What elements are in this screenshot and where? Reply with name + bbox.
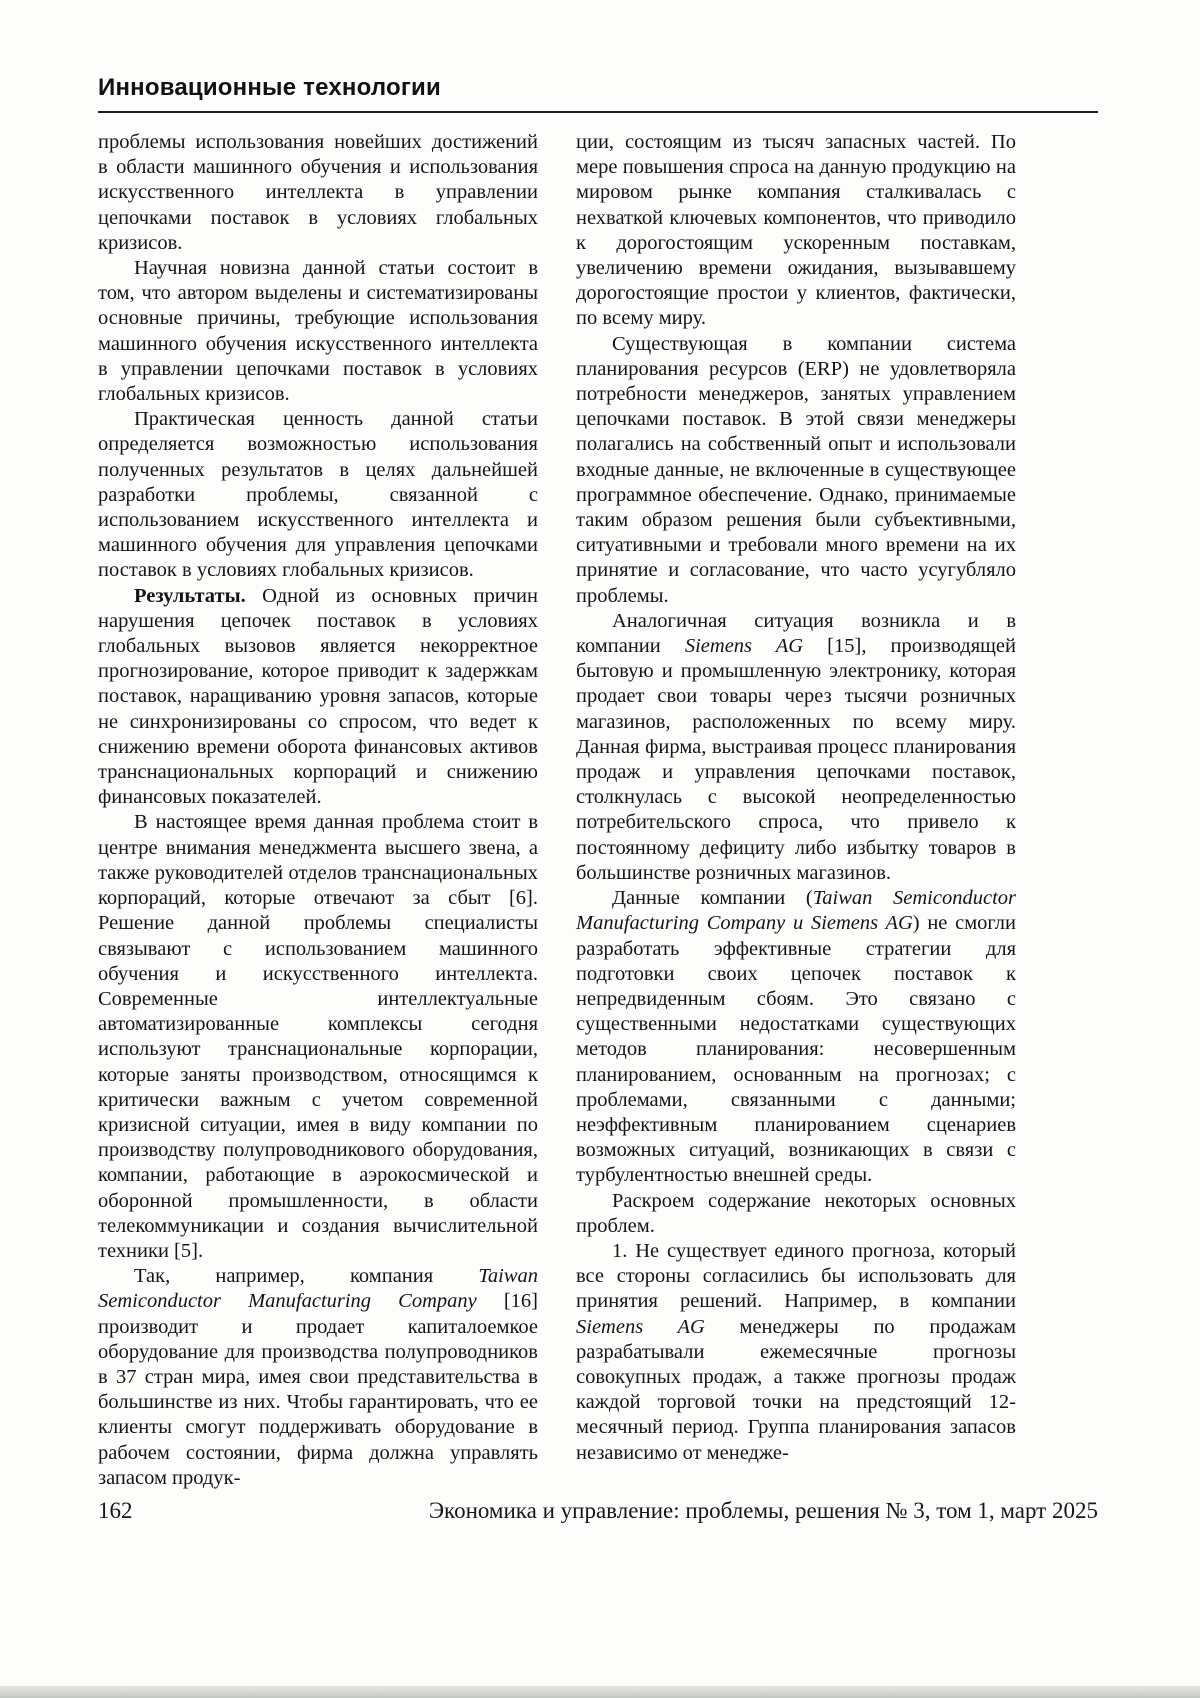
text-run: Существующая в компании система планирования ресурсов (ERP) не удовлетворяла потребности менеджеров, занятых управлением цепочками поставок. В этой связи менеджеры полагались на собственный опыт и использовали входные данные, не включенные в существующее программное обеспечение. Однако, принимаемые таким образом решения были субъективными, ситуативными и требовали много времени на их принятие и согласование, что часто усугубляло проблемы. [576, 332, 1016, 607]
paragraph [98, 256, 538, 407]
text-run: менеджеры по продажам разрабатывали ежемесячные прогнозы совокупных продаж, а также прогнозы продаж каждой торговой точки на предстоящий 12-месячный период. Группа планирования запасов независимо от менедже- [576, 1315, 1016, 1464]
text-run: [16] производит и продает капиталоемкое оборудование для производства полупроводников в 37 стран мира, имея свои представительства в большинстве из них. Чтобы гарантировать, что ее клиенты смогут поддерживать оборудование в рабочем состоянии, фирма должна управлять запасом продук- [98, 1290, 539, 1489]
right-column [576, 130, 1016, 1491]
header-rule [98, 111, 1098, 113]
italic-run: Taiwan Semiconductor Manufacturing Company [98, 1265, 538, 1313]
text-run: В настоящее время данная проблема стоит в центре внимания менеджмента высшего звена, а также руководителей отделов транснациональных корпораций, которые отвечают за сбыт [6]. Решение данной проблемы специалисты связывают с использованием машинного обучения и искусственного интеллекта. Современные интеллектуальные автоматизированные комплексы сегодня используют транснациональные корпорации, которые заняты производством, относящимся к критически важным с учетом современной кризисной ситуации, имея в виду компании по производству полупроводникового оборудования, компании, работающие в аэрокосмической и оборонной промышленности, в области телекоммуникации и создания вычислительной техники [5]. [98, 811, 538, 1262]
paragraph [98, 810, 538, 1264]
paragraph [98, 584, 538, 811]
italic-run: Taiwan Semiconductor Manufacturing Company и Siemens AG [576, 887, 1016, 935]
section-title: Инновационные технологии [98, 74, 441, 101]
scan-edge-shadow [0, 1686, 1200, 1698]
text-run: Данные компании ( [612, 887, 813, 910]
text-run: Раскроем содержание некоторых основных проблем. [576, 1189, 1016, 1237]
text-run: Так, например, компания [134, 1265, 479, 1288]
paragraph [576, 1189, 1016, 1239]
text-run: проблемы использования новейших достижений в области машинного обучения и использования искусственного интеллекта в управлении цепочками поставок в условиях глобальных кризисов. [98, 131, 538, 254]
running-header [98, 74, 1098, 113]
paragraph [98, 1264, 538, 1491]
left-column [98, 130, 538, 1491]
paragraph [576, 130, 1016, 332]
text-run: 1. Не существует единого прогноза, который все стороны согласились бы использовать для принятия решений. Например, в компании [576, 1239, 1016, 1313]
text-run: ции, состоящим из тысяч запасных частей. По мере повышения спроса на данную продукцию на мировом рынке компания сталкивалась с нехваткой ключевых компонентов, что приводило к дорогостоящим ускоренным поставкам, увеличению времени ожидания, вызывавшему дорогостоящие простои у клиентов, фактически, по всему миру. [576, 131, 1016, 330]
page-number: 162 [98, 1498, 133, 1523]
italic-run: Siemens AG [576, 1315, 705, 1338]
paragraph [576, 886, 1016, 1188]
paragraph [576, 332, 1016, 609]
page-footer [98, 1498, 1098, 1524]
text-run: Аналогичная ситуация возникла и в компании [576, 609, 1016, 658]
article-body [98, 130, 1016, 1491]
journal-title-line: Экономика и управление: проблемы, решения № 3, том 1, март 2025 [428, 1498, 1098, 1523]
text-run: Научная новизна данной статьи состоит в том, что автором выделены и систематизированы основные причины, требующие использования машинного обучения искусственного интеллекта в управлении цепочками поставок в условиях глобальных кризисов. [98, 257, 538, 406]
text-run: ) не смогли разработать эффективные стратегии для подготовки своих цепочек поставок к непредвиденным сбоям. Это связано с существенными недостатками существующих методов планирования: несовершенным планированием, основанным на прогнозах; с проблемами, связанными с данными; неэффективным планированием сценариев возможных ситуаций, возникающих в связи с турбулентностью внешней среды. [576, 912, 1016, 1187]
text-run: Одной из основных причин нарушения цепочек поставок в условиях глобальных вызовов является некорректное прогнозирование, которое приводит к задержкам поставок, наращиванию уровня запасов, которые не синхронизированы со спросом, что ведет к снижению времени оборота финансовых активов транснациональных корпораций и снижению финансовых показателей. [98, 584, 538, 809]
bold-run: Результаты. [134, 584, 246, 607]
paragraph [98, 407, 538, 583]
paragraph [98, 130, 538, 256]
text-run: [15], производящей бытовую и промышленную электронику, которая продает свои товары через тысячи розничных магазинов, расположенных по всему миру. Данная фирма, выстраивая процесс планирования продаж и управления цепочками поставок, столкнулась с высокой неопределенностью потребительского спроса, что привело к постоянному дефициту либо избытку товаров в большинстве розничных магазинов. [576, 635, 1017, 884]
paragraph [576, 609, 1016, 886]
paragraph [576, 1239, 1016, 1466]
italic-run: Siemens AG [684, 635, 804, 658]
text-run: Практическая ценность данной статьи определяется возможностью использования полученных результатов в целях дальнейшей разработки проблемы, связанной с использованием искусственного интеллекта и машинного обучения для управления цепочками поставок в условиях глобальных кризисов. [98, 408, 538, 582]
